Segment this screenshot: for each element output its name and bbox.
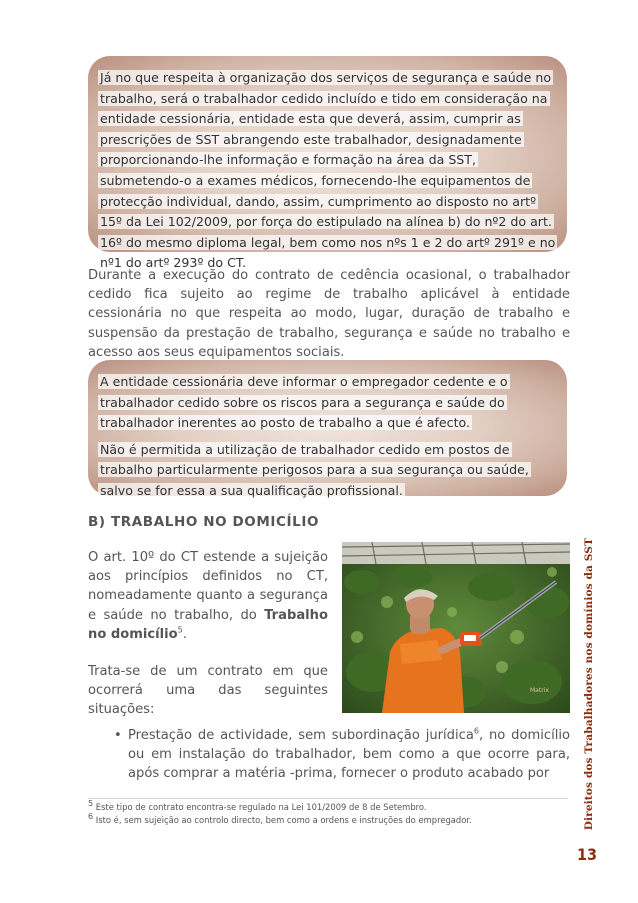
footnote-ref-6: 6 (473, 726, 479, 736)
footnote-5 (88, 801, 568, 814)
para1-bold-term: Trabalho no domicílio (88, 607, 328, 642)
bullet-text-cont: , no domicílio ou em instalação do trabalhador, bem como a que ocorre para, após comprar a matéria -prima, fornecer o produto acabado por (128, 728, 570, 782)
footnote-ref-5: 5 (177, 625, 183, 635)
svg-text:Matrix: Matrix (530, 687, 549, 694)
highlight-box-cessionaria-sst (88, 56, 567, 271)
highlight-box-informacao-riscos (88, 360, 567, 496)
bullet-text: Prestação de actividade, sem subordinação jurídica (128, 728, 474, 743)
footnote-6 (88, 814, 568, 827)
running-side-title: Direitos dos Trabalhadores nos domínios da SST (583, 538, 595, 831)
body-paragraph-regime: Durante a execução do contrato de cedência ocasional, o trabalhador cedido fica sujeito ao regime de trabalho aplicável à entidade cessionária no que respeita ao modo, lugar, duração de trabalho e suspensão da prestação de trabalho, segurança e saúde no trabalho e acesso aos seus equipamentos sociais. (88, 268, 570, 360)
photo-illustration (342, 542, 570, 713)
para1-period: . (182, 626, 187, 642)
box1-paragraph: Já no que respeita à organização dos serviços de segurança e saúde no trabalho, será o trabalhador cedido incluído e tido em consideração na entidade cessionária, entidade esta que deverá, assim, cumprir as prescrições de SST abrangendo este trabalhador, designadamente proporcionando-lhe informação e formação na área da SST, submetendo-o a exames médicos, fornecendo-lhe equipamentos de protecção individual, dando, assim, cumprimento ao disposto no artº 15º da Lei 102/2009, por força do estipulado na alínea b) do nº2 do art. 16º do mesmo diploma legal, bem como nos nºs 1 e 2 do artº 291º e no nº1 do artº 293º do CT. (100, 70, 556, 271)
worker-hedge-trimmer-photo (342, 542, 570, 713)
footnote-6-number: 6 (88, 812, 94, 822)
footnote-5-number: 5 (88, 799, 94, 809)
section-paragraph-1 (88, 548, 328, 644)
footnote-5-text: Este tipo de contrato encontra-se regulado na Lei 101/2009 de 8 de Setembro. (95, 802, 427, 812)
para1-text: O art. 10º do CT estende a sujeição aos princípios definidos no CT, nomeadamente quanto a segurança e saúde no trabalho, do (88, 550, 328, 623)
footnote-6-text: Isto é, sem sujeição ao controlo directo, bem como a ordens e instruções do empregador. (95, 815, 472, 825)
footnotes (88, 798, 568, 827)
box2-paragraph-2: Não é permitida a utilização de trabalhador cedido em postos de trabalho particularmente perigosos para a sua segurança ou saúde, salvo se for essa a sua qualificação profissional. (100, 441, 529, 498)
box2-paragraph-1: A entidade cessionária deve informar o empregador cedente e o trabalhador cedido sobre os riscos para a segurança e saúde do trabalhador inerentes ao posto de trabalho a que é afecto. (100, 374, 508, 431)
bullet-marker: • (114, 728, 122, 743)
section-paragraph-2: Trata-se de um contrato em que ocorrerá uma das seguintes situações: (88, 664, 328, 718)
page-number: 13 (577, 845, 598, 864)
section-heading: B) TRABALHO NO DOMICÍLIO (88, 514, 320, 530)
bullet-item-actividade (114, 726, 570, 784)
